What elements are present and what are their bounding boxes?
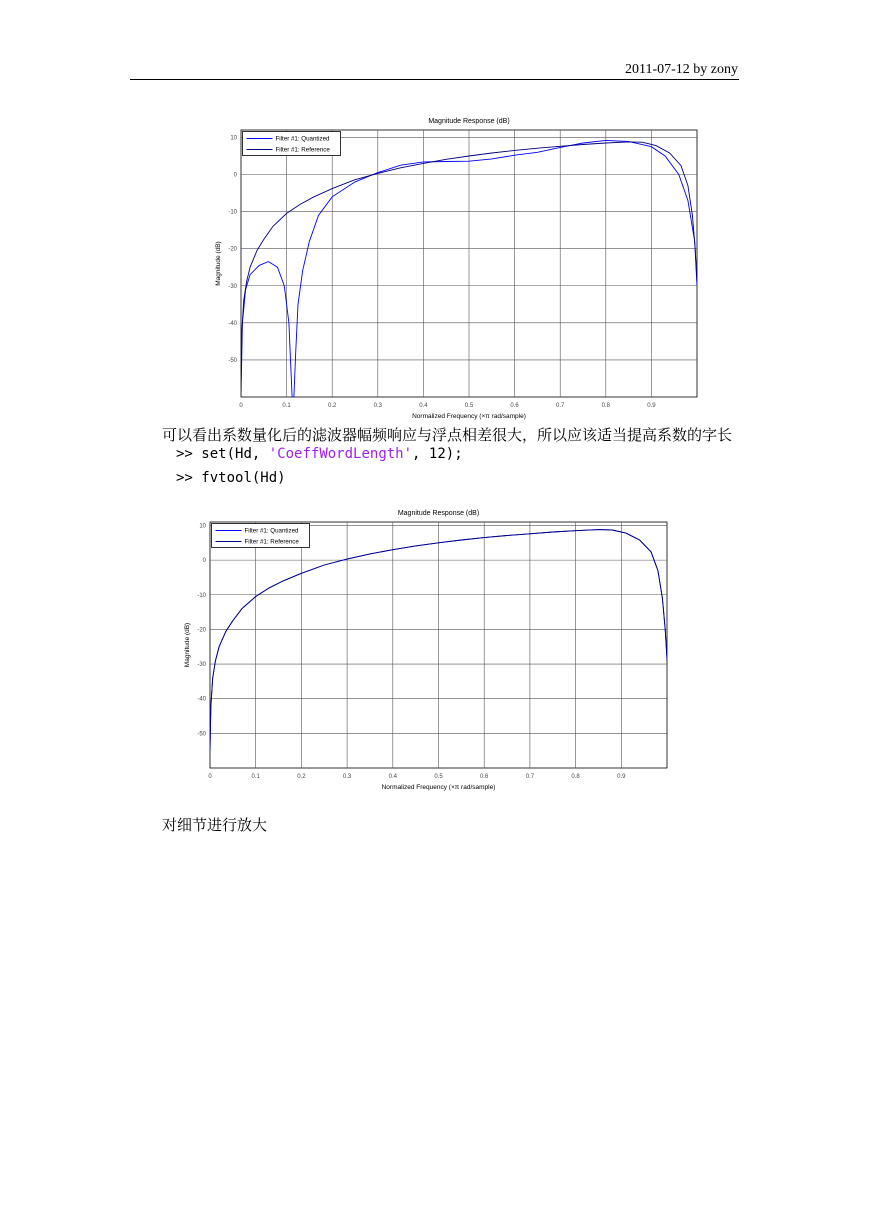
y-tick-label: -10 [228,209,237,216]
x-tick-label: 0.9 [647,403,656,409]
x-axis-label: Normalized Frequency (×π rad/sample) [412,413,526,420]
y-tick-label: 0 [233,172,237,179]
y-tick-label: 0 [202,558,206,565]
y-tick-label: -10 [197,592,206,599]
x-tick-label: 0.5 [464,403,474,409]
y-tick-label: -40 [228,320,237,327]
x-tick-label: 0.3 [342,774,352,780]
y-tick-label: -30 [197,662,206,669]
x-tick-label: 0.3 [373,403,382,409]
code-cmd-1: set(Hd, [201,446,261,462]
x-tick-label: 0.2 [328,403,337,409]
x-tick-label: 0 [239,403,243,409]
paragraph-2: 对细节进行放大 [162,816,268,834]
y-tick-label: -30 [228,283,237,290]
code-cmd-2: fvtool(Hd) [201,470,286,486]
code-string-1: 'CoeffWordLength' [268,446,413,462]
code-rest-1: , 12); [412,446,463,462]
magnitude-response-plot-2 [0,502,869,795]
y-tick-label: -50 [197,731,206,738]
x-tick-label: 0.9 [617,774,626,780]
x-tick-label: 0.6 [510,403,519,409]
x-axis-label: Normalized Frequency (×π rad/sample) [381,784,496,791]
x-tick-label: 0.6 [480,774,489,780]
chart-title: Magnitude Response (dB) [428,118,510,125]
y-tick-label: -20 [197,627,206,634]
code-prompt-1: >> [176,446,193,462]
x-tick-label: 0.1 [282,403,291,409]
chart-title: Magnitude Response (dB) [397,510,480,517]
y-tick-label: -20 [228,246,237,253]
x-tick-label: 0.1 [251,774,260,780]
x-tick-label: 0.8 [601,403,610,409]
code-line-2 [176,470,286,486]
y-tick-label: -40 [197,696,206,703]
legend-entry: Filter #1: Reference [244,538,299,546]
legend-entry: Filter #1: Reference [275,146,330,154]
x-tick-label: 0.5 [434,774,443,780]
x-tick-label: 0 [208,774,212,780]
header-rule [130,79,739,80]
code-line-1 [176,446,463,462]
magnitude-response-plot-1 [0,110,869,420]
x-tick-label: 0.7 [525,774,535,780]
code-prompt-2: >> [176,470,193,486]
paragraph-1: 可以看出系数量化后的滤波器幅频响应与浮点相差很大，所以应该适当提高系数的字长 [162,426,733,444]
x-tick-label: 0.4 [388,774,397,780]
legend-entry: Filter #1: Quantized [244,527,299,535]
legend-entry: Filter #1: Quantized [275,135,330,143]
page-header-date-author: 2011-07-12 by zony [624,62,738,77]
y-axis-label: Magnitude (dB) [215,241,222,286]
plot-1-container [0,110,869,420]
y-tick-label: 10 [230,135,237,142]
plot-2-container [0,502,869,795]
y-tick-label: -50 [228,357,237,364]
x-tick-label: 0.4 [419,403,428,409]
x-tick-label: 0.8 [571,774,580,780]
x-tick-label: 0.2 [297,774,306,780]
y-tick-label: 10 [199,523,206,530]
x-tick-label: 0.7 [556,403,565,409]
y-axis-label: Magnitude (dB) [184,622,191,668]
